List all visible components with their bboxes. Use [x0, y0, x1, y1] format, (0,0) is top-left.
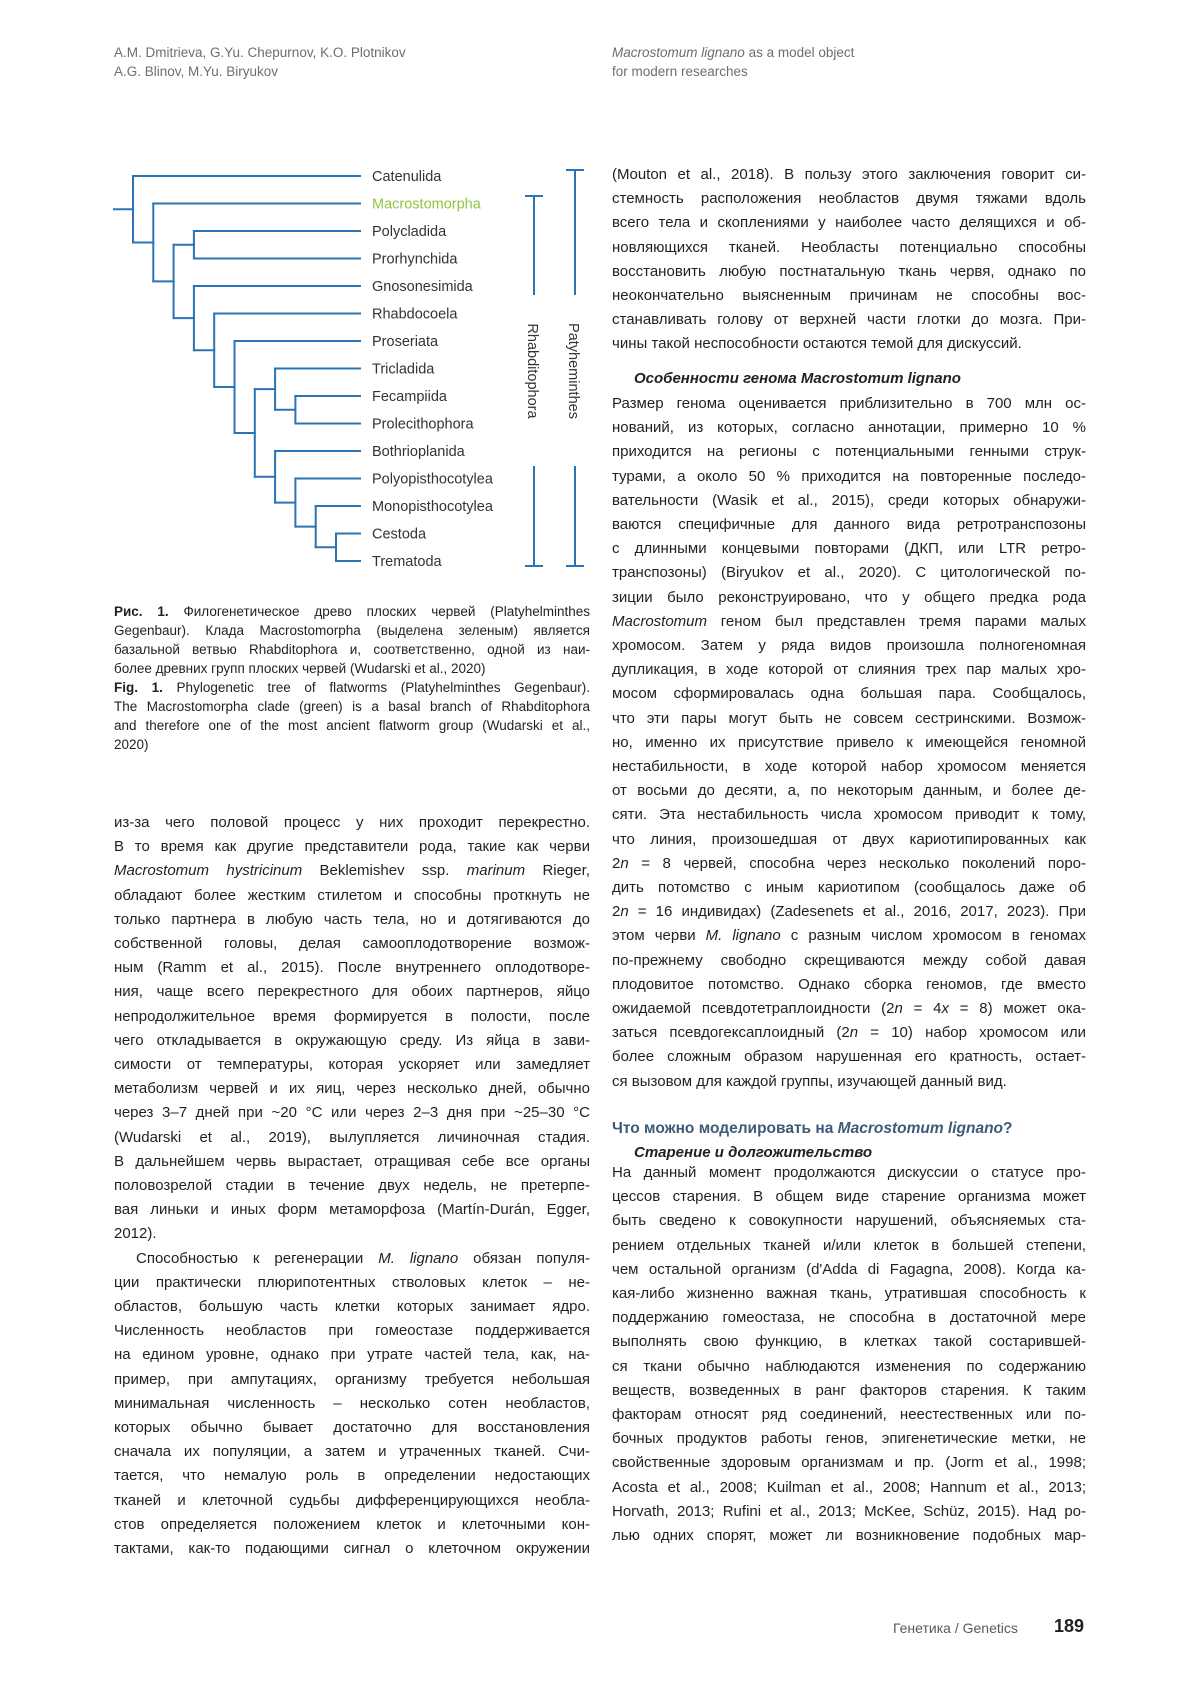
text-line [612, 612, 1086, 632]
text-line: Acosta et al., 2008; Kuilman et al., 2008; Hannum et al., 2013; [612, 1478, 1086, 1498]
text-line: лью одних спорят, может ли возникновение подобных мар- [612, 1526, 1086, 1546]
section-heading-part: Macrostomum lignano [838, 1120, 1003, 1137]
text-segment: Phylogenetic tree of flatworms (Platyhelminthes Gegenbaur). [163, 680, 590, 695]
text-line: минимальная численность – несколько сотен необластов, [114, 1394, 590, 1414]
text-segment: = 8) может ока- [949, 1000, 1086, 1017]
text-line: плодовитое потомство. Однако сборка геномов, где вместо [612, 975, 1086, 995]
text-line: (Mouton et al., 2018). В пользу этого заключения говорит си- [612, 165, 1086, 185]
taxon-label: Proseriata [372, 334, 439, 350]
text-line: В дальнейшем червь вырастает, отращивая себе все органы [114, 1152, 590, 1172]
text-line [114, 861, 590, 881]
text-line: дупликация, в ходе которой от слияния трех пар малых хро- [612, 660, 1086, 680]
text-line: новляющихся тканей. Необласты потенциально способны [612, 238, 1086, 258]
text-line: Размер генома оценивается приблизительно в 700 млн ос- [612, 394, 1086, 414]
text-line: ся ткани обычно наблюдаются изменения по содержанию [612, 1357, 1086, 1377]
text-line: половозрелой стадии в течение двух недель, не претерпе- [114, 1176, 590, 1196]
taxon-label: Catenulida [372, 169, 442, 185]
text-line: нований, из которых, согласно аннотации, примерно 10 % [612, 418, 1086, 438]
text-line: вательности (Wasik et al., 2015), среди которых обнаружи- [612, 491, 1086, 511]
page-number: 189 [1054, 1616, 1084, 1637]
text-line: по-прежнему свободно скрещиваются между собой давая [612, 951, 1086, 971]
text-line: вая линьки и иных форм метаморфоза (Martín-Durán, Egger, [114, 1200, 590, 1220]
rhabditophora-label: Rhabditophora [524, 323, 540, 419]
running-title-rest: as a model object [745, 45, 855, 60]
text-line: цессов старения. В общем виде старение организма может [612, 1187, 1086, 1207]
text-line: ния, чаще всего перекрестного для обоих партнеров, яйцо [114, 982, 590, 1002]
text-line: веществ, возведенных в ранг факторов старения. К таким [612, 1381, 1086, 1401]
text-line: что линия, произошедшая от двух кариотипированных как [612, 830, 1086, 850]
text-line: ся вызовом для каждой группы, изучающей данный вид. [612, 1072, 1007, 1092]
text-line [612, 854, 1086, 874]
text-line: (Wudarski et al., 2019), вылупляется личиночная стадия. [114, 1128, 590, 1148]
text-line: собственной головы, делая самооплодотворение возмож- [114, 934, 590, 954]
subheading-genome: Особенности генома Macrostomum lignano [634, 369, 961, 389]
section-heading-part: ? [1003, 1120, 1012, 1137]
text-segment: Филогенетическое древо плоских червей (Platyhelminthes [169, 604, 590, 619]
text-line: на едином уровне, однако при утрате частей тела, как, на- [114, 1345, 590, 1365]
taxon-label: Tricladida [372, 362, 435, 378]
text-line: стемность расположения необластов двумя тяжами вдоль [612, 189, 1086, 209]
footer-journal: Генетика / Genetics [893, 1620, 1018, 1636]
text-segment: с разным числом хромосом в геномах [781, 927, 1086, 944]
text-segment: Macrostomum hystricinum [114, 862, 302, 879]
text-line: стов определяется положением клеток и клеточными кон- [114, 1515, 590, 1535]
text-line: выполнять свою функцию, в клетках такой состарившей- [612, 1332, 1086, 1352]
taxon-label: Polycladida [372, 224, 447, 240]
taxon-label: Macrostomorpha [372, 197, 482, 213]
header-running-title [612, 43, 854, 81]
text-line: из-за чего половой процесс у них проходит перекрестно. [114, 813, 590, 833]
text-line: кая-либо жизненно важная ткань, утратившая способность к [612, 1284, 1086, 1304]
text-line: нестабильности, в ходе которой набор хромосом меняется [612, 757, 1086, 777]
text-line: and therefore one of the most ancient flatworm group (Wudarski et al., [114, 717, 590, 735]
text-segment: marinum [467, 862, 525, 879]
text-segment: обязан популя- [458, 1250, 590, 1267]
text-line: неокончательно выясненным причинам не способны вос- [612, 286, 1086, 306]
authors-line-1: A.M. Dmitrieva, G.Yu. Chepurnov, K.O. Plotnikov [114, 43, 406, 62]
text-line: чего откладывается в окружающую среду. Из яйца в зави- [114, 1031, 590, 1051]
text-line: рением отдельных тканей и/или клеток в большей степени, [612, 1236, 1086, 1256]
text-line: 2020) [114, 736, 149, 754]
text-segment: Способностью к регенерации [136, 1250, 378, 1267]
text-line: пример, при ампутациях, организму требуется небольшая [114, 1370, 590, 1390]
text-segment: = 16 индивидах) (Zadesenets et al., 2016, 2017, 2023). При [629, 903, 1086, 920]
section-heading [612, 1119, 1013, 1139]
text-line [114, 603, 590, 621]
text-line: ным (Ramm et al., 2015). После внутреннего оплодотворе- [114, 958, 590, 978]
text-segment: Macrostomum [612, 613, 707, 630]
text-line: 2012). [114, 1224, 157, 1244]
text-line: всего тела и скоплениями у наиболее часто делящихся и об- [612, 213, 1086, 233]
text-line: сяти. Эта нестабильность числа хромосом приводит к тому, [612, 805, 1086, 825]
taxon-label: Cestoda [372, 527, 427, 543]
text-line: чины такой неспособности остаются темой для дискуссий. [612, 334, 1022, 354]
text-segment: n [620, 855, 628, 872]
taxon-label: Prolecithophora [372, 417, 474, 433]
taxon-label: Bothrioplanida [372, 444, 466, 460]
text-segment: n [850, 1024, 858, 1041]
text-segment: = 4 [903, 1000, 942, 1017]
text-segment: 2 [612, 855, 620, 872]
text-line: поддержанию гомеостаза, не способна в достаточной мере [612, 1308, 1086, 1328]
text-line: приходится на регионы с потенциальными генными струк- [612, 442, 1086, 462]
text-line: ваются специфичные для данного вида ретротранспозоны [612, 515, 1086, 535]
text-segment: этом черви [612, 927, 706, 944]
text-line: что эти пары могут быть не совсем сестринскими. Возмож- [612, 709, 1086, 729]
text-line: тактами, как-то подающими сигнал о клеточном окружении [114, 1539, 590, 1559]
subheading-aging: Старение и долгожительство [634, 1143, 872, 1163]
text-line: В то время как другие представители рода, такие как черви [114, 837, 590, 857]
paper-page [0, 0, 1200, 1697]
text-segment: 2 [612, 903, 620, 920]
text-line: более сложным образом нарушенная его кратность, остает- [612, 1047, 1086, 1067]
running-title-line-2: for modern researches [612, 62, 854, 81]
text-line: областов, большую часть клетки которых занимает ядро. [114, 1297, 590, 1317]
authors-line-2: A.G. Blinov, M.Yu. Biryukov [114, 62, 406, 81]
text-segment: n [894, 1000, 902, 1017]
text-line: которых обычно бывает достаточно для восстановления [114, 1418, 590, 1438]
taxon-label: Trematoda [372, 554, 443, 570]
text-line [612, 1023, 1086, 1043]
text-line: мосом сформировалась одна большая пара. Сообщалось, [612, 684, 1086, 704]
text-line: дить потомство с иным кариотипом (сообщалось даже об [612, 878, 1086, 898]
text-line: с длинными концевыми повторами (ДКП, или LTR ретро- [612, 539, 1086, 559]
text-segment: ожидаемой псевдотетраплоидности (2 [612, 1000, 894, 1017]
taxon-label: Prorhynchida [372, 252, 458, 268]
text-line: На данный момент продолжаются дискуссии о статусе про- [612, 1163, 1086, 1183]
text-segment: Рис. 1. [114, 604, 169, 619]
text-line: Horvath, 2013; Rufini et al., 2013; McKee, Schüz, 2015). Над ро- [612, 1502, 1086, 1522]
taxon-label: Polyopisthocotylea [372, 472, 494, 488]
taxon-label: Gnosonesimida [372, 279, 474, 295]
text-line [136, 1249, 590, 1269]
taxon-label: Fecampiida [372, 389, 448, 405]
text-line [612, 999, 1086, 1019]
text-line: факторам относят ряд соединений, неестественных или по- [612, 1405, 1086, 1425]
phylogenetic-tree-figure [0, 0, 600, 600]
text-line: The Macrostomorpha clade (green) is a basal branch of Rhabditophora [114, 698, 590, 716]
text-segment: геном был представлен тремя парами малых [707, 613, 1086, 630]
text-line: турами, а около 50 % приходится на повторенные последо- [612, 467, 1086, 487]
text-line: бочных продуктов работы генов, эпигенетические метки, не [612, 1429, 1086, 1449]
text-line: станавливать голову от верхней части глотки до мозга. При- [612, 310, 1086, 330]
text-line: чем остальной организм (d'Adda di Fagagna, 2008). Когда ка- [612, 1260, 1086, 1280]
text-line: сначала их популяции, а затем и утраченных тканей. Счи- [114, 1442, 590, 1462]
text-line: через 3–7 дней при ~20 °С или через 2–3 дня при ~25–30 °С [114, 1103, 590, 1123]
running-title-italic: Macrostomum lignano [612, 45, 745, 60]
text-line: тканей и клеточной судьбы дифференцирующихся необла- [114, 1491, 590, 1511]
text-segment: = 10) набор хромосом или [858, 1024, 1086, 1041]
text-segment: M. lignano [706, 927, 781, 944]
text-segment: Rieger, [525, 862, 590, 879]
text-line: транспозоны) (Biryukov et al., 2020). С цитологической по- [612, 563, 1086, 583]
text-segment: M. lignano [378, 1250, 458, 1267]
text-line: более древних групп плоских червей (Wudarski et al., 2020) [114, 660, 486, 678]
text-line: хромосом. Затем у ряда видов произошла полногеномная [612, 636, 1086, 656]
text-line: симости от температуры, которая ускоряет или замедляет [114, 1055, 590, 1075]
text-line: но, именно их присутствие привело к имеющейся геномной [612, 733, 1086, 753]
text-segment: Beklemishev ssp. [302, 862, 467, 879]
text-line: тается, что немалую роль в определении недостающих [114, 1466, 590, 1486]
text-line: от восьми до десяти, а, по некоторым данным, и более де- [612, 781, 1086, 801]
text-segment: = 8 червей, способна через несколько поколений поро- [629, 855, 1086, 872]
text-line [612, 926, 1086, 946]
taxon-label: Rhabdocoela [372, 307, 458, 323]
text-line: Gegenbaur). Клада Macrostomorpha (выделена зеленым) является [114, 622, 590, 640]
text-line: обладают более жестким стилетом и способны проткнуть не [114, 886, 590, 906]
text-line: только партнера в любую часть тела, но и дотягиваются до [114, 910, 590, 930]
taxon-label: Monopisthocotylea [372, 499, 494, 515]
text-line: Численность необластов при гомеостазе поддерживается [114, 1321, 590, 1341]
text-line: свойственные здоровым организмам и пр. (Jorm et al., 1998; [612, 1453, 1086, 1473]
text-segment: Fig. 1. [114, 680, 163, 695]
text-line: непродолжительное время формируется в полости, после [114, 1007, 590, 1027]
text-segment: x [941, 1000, 949, 1017]
text-line [114, 679, 590, 697]
text-line: быть сведено к совокупности нарушений, объясняемых ста- [612, 1211, 1086, 1231]
text-line: базальной ветвью Rhabditophora и, соответственно, одной из наи- [114, 641, 590, 659]
text-line [612, 902, 1086, 922]
text-line: метаболизм червей и их яиц, через несколько дней, обычно [114, 1079, 590, 1099]
text-line: ции практически плюрипотентных стволовых клеток – не- [114, 1273, 590, 1293]
platyhelminthes-label: Patyheminthes [565, 323, 581, 419]
text-segment: заться псевдогексаплоидный (2 [612, 1024, 850, 1041]
text-line: восстановить любую постнатальную ткань червя, однако по [612, 262, 1086, 282]
text-line: зиции было реконструировано, что у общего предка рода [612, 588, 1086, 608]
text-segment: n [620, 903, 628, 920]
section-heading-part: Что можно моделировать на [612, 1120, 838, 1137]
